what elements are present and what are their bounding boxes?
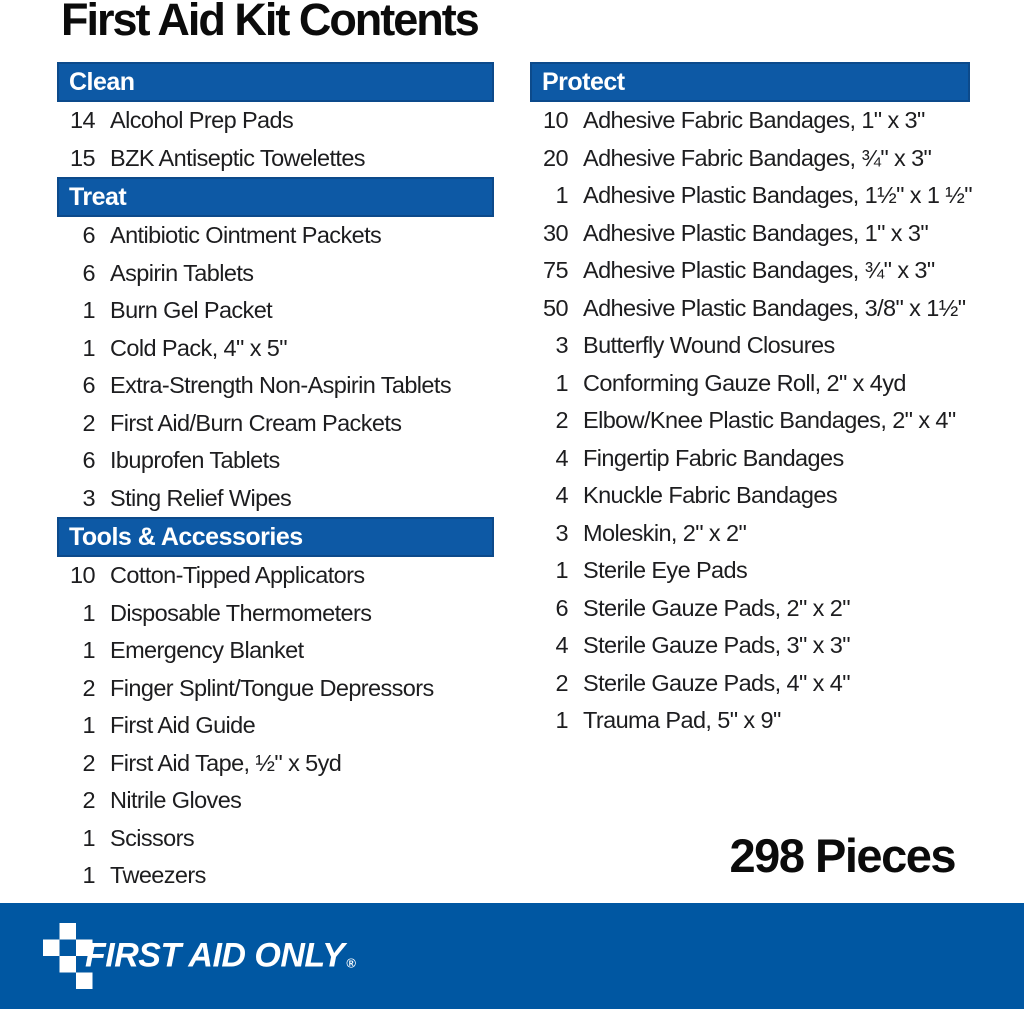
item-quantity: 1 <box>82 824 95 851</box>
item-label: Adhesive Fabric Bandages, 1" x 3" <box>583 107 925 134</box>
item-row <box>57 217 494 255</box>
item-row <box>57 140 494 178</box>
item-label: Adhesive Fabric Bandages, ¾" x 3" <box>583 144 932 171</box>
item-quantity: 75 <box>543 257 568 284</box>
item-quantity: 1 <box>82 334 95 361</box>
section-header-label: Protect <box>542 67 625 96</box>
item-label: Butterfly Wound Closures <box>583 332 835 359</box>
item-quantity: 1 <box>555 557 568 584</box>
item-row <box>530 402 970 440</box>
section-header-label: Treat <box>69 182 127 211</box>
item-label: Antibiotic Ointment Packets <box>110 222 382 249</box>
item-quantity: 2 <box>555 669 568 696</box>
brand-name <box>85 937 355 976</box>
section-header-treat <box>57 177 494 217</box>
item-quantity: 6 <box>82 259 95 286</box>
item-quantity: 2 <box>82 674 95 701</box>
item-label: Cotton-Tipped Applicators <box>110 562 365 589</box>
item-row <box>57 595 494 633</box>
item-row <box>57 820 494 858</box>
item-row <box>530 702 970 740</box>
item-quantity: 4 <box>555 482 568 509</box>
item-quantity: 1 <box>82 862 95 889</box>
item-quantity: 4 <box>555 632 568 659</box>
item-quantity: 2 <box>82 749 95 776</box>
item-quantity: 30 <box>543 219 568 246</box>
page-title: First Aid Kit Contents <box>61 0 478 45</box>
item-label: Sterile Eye Pads <box>583 557 748 584</box>
item-quantity: 1 <box>555 707 568 734</box>
item-row <box>530 552 970 590</box>
item-label: Conforming Gauze Roll, 2" x 4yd <box>583 369 906 396</box>
item-label: Disposable Thermometers <box>110 599 372 626</box>
item-label: Emergency Blanket <box>110 637 304 664</box>
item-quantity: 10 <box>70 562 95 589</box>
item-label: Adhesive Plastic Bandages, 1½" x 1 ½" <box>583 182 973 209</box>
item-quantity: 6 <box>82 372 95 399</box>
item-label: Adhesive Plastic Bandages, 3/8" x 1½" <box>583 294 966 321</box>
item-row <box>57 330 494 368</box>
item-quantity: 50 <box>543 294 568 321</box>
item-row <box>57 442 494 480</box>
item-quantity: 4 <box>555 444 568 471</box>
item-label: First Aid/Burn Cream Packets <box>110 409 402 436</box>
item-label: Scissors <box>110 824 194 851</box>
item-quantity: 6 <box>82 222 95 249</box>
item-quantity: 10 <box>543 107 568 134</box>
item-label: Sterile Gauze Pads, 2" x 2" <box>583 594 850 621</box>
brand-footer <box>0 903 1024 1009</box>
item-label: First Aid Guide <box>110 712 256 739</box>
item-row <box>530 102 970 140</box>
item-label: Tweezers <box>110 862 206 889</box>
item-row <box>57 255 494 293</box>
item-quantity: 2 <box>555 407 568 434</box>
item-row <box>57 557 494 595</box>
item-row <box>530 440 970 478</box>
item-label: Elbow/Knee Plastic Bandages, 2" x 4" <box>583 407 956 434</box>
item-label: Extra-Strength Non-Aspirin Tablets <box>110 372 451 399</box>
item-label: Burn Gel Packet <box>110 297 273 324</box>
item-row <box>57 405 494 443</box>
item-label: Finger Splint/Tongue Depressors <box>110 674 434 701</box>
contents-column-left <box>57 62 494 895</box>
item-label: Adhesive Plastic Bandages, ¾" x 3" <box>583 257 935 284</box>
item-label: Aspirin Tablets <box>110 259 254 286</box>
item-label: Trauma Pad, 5" x 9" <box>583 707 781 734</box>
item-quantity: 1 <box>555 182 568 209</box>
item-label: Sterile Gauze Pads, 3" x 3" <box>583 632 850 659</box>
section-header-label: Tools & Accessories <box>69 522 303 551</box>
contents-column-right <box>530 62 973 740</box>
item-label: Sterile Gauze Pads, 4" x 4" <box>583 669 850 696</box>
item-row <box>530 252 970 290</box>
section-header-protect <box>530 62 970 102</box>
item-row <box>530 365 970 403</box>
item-row <box>530 290 970 328</box>
item-row <box>530 665 970 703</box>
item-row <box>57 782 494 820</box>
item-label: Moleskin, 2" x 2" <box>583 519 747 546</box>
item-quantity: 20 <box>543 144 568 171</box>
registered-trademark-symbol: ® <box>346 955 356 971</box>
item-quantity: 1 <box>82 712 95 739</box>
item-row <box>530 515 970 553</box>
item-quantity: 14 <box>70 107 95 134</box>
item-quantity: 1 <box>82 599 95 626</box>
item-row <box>530 327 970 365</box>
item-row <box>57 707 494 745</box>
item-row <box>530 477 970 515</box>
item-label: Adhesive Plastic Bandages, 1" x 3" <box>583 219 929 246</box>
item-quantity: 15 <box>70 144 95 171</box>
section-header-tools-accessories <box>57 517 494 557</box>
item-row <box>530 140 970 178</box>
item-label: BZK Antiseptic Towelettes <box>110 144 365 171</box>
item-quantity: 3 <box>82 484 95 511</box>
item-label: Knuckle Fabric Bandages <box>583 482 837 509</box>
item-label: Fingertip Fabric Bandages <box>583 444 844 471</box>
item-label: First Aid Tape, ½" x 5yd <box>110 749 342 776</box>
item-row <box>530 590 970 628</box>
item-quantity: 3 <box>555 332 568 359</box>
item-label: Nitrile Gloves <box>110 787 242 814</box>
item-quantity: 1 <box>82 637 95 664</box>
item-quantity: 1 <box>82 297 95 324</box>
item-label: Cold Pack, 4" x 5" <box>110 334 287 361</box>
section-header-clean <box>57 62 494 102</box>
item-row <box>57 745 494 783</box>
item-row <box>57 292 494 330</box>
brand-name-text: FIRST AID ONLY <box>85 936 345 975</box>
item-row <box>530 215 970 253</box>
item-quantity: 1 <box>555 369 568 396</box>
item-row <box>530 177 973 215</box>
item-quantity: 6 <box>555 594 568 621</box>
item-quantity: 2 <box>82 409 95 436</box>
item-row <box>57 670 494 708</box>
section-header-label: Clean <box>69 67 135 96</box>
item-row <box>57 480 494 518</box>
item-row <box>57 102 494 140</box>
item-label: Alcohol Prep Pads <box>110 107 294 134</box>
item-label: Ibuprofen Tablets <box>110 447 280 474</box>
item-row <box>57 857 494 895</box>
total-pieces-count: 298 Pieces <box>729 829 955 882</box>
item-quantity: 6 <box>82 447 95 474</box>
item-row <box>530 627 970 665</box>
item-quantity: 3 <box>555 519 568 546</box>
item-row <box>57 367 494 405</box>
item-quantity: 2 <box>82 787 95 814</box>
item-label: Sting Relief Wipes <box>110 484 292 511</box>
item-row <box>57 632 494 670</box>
